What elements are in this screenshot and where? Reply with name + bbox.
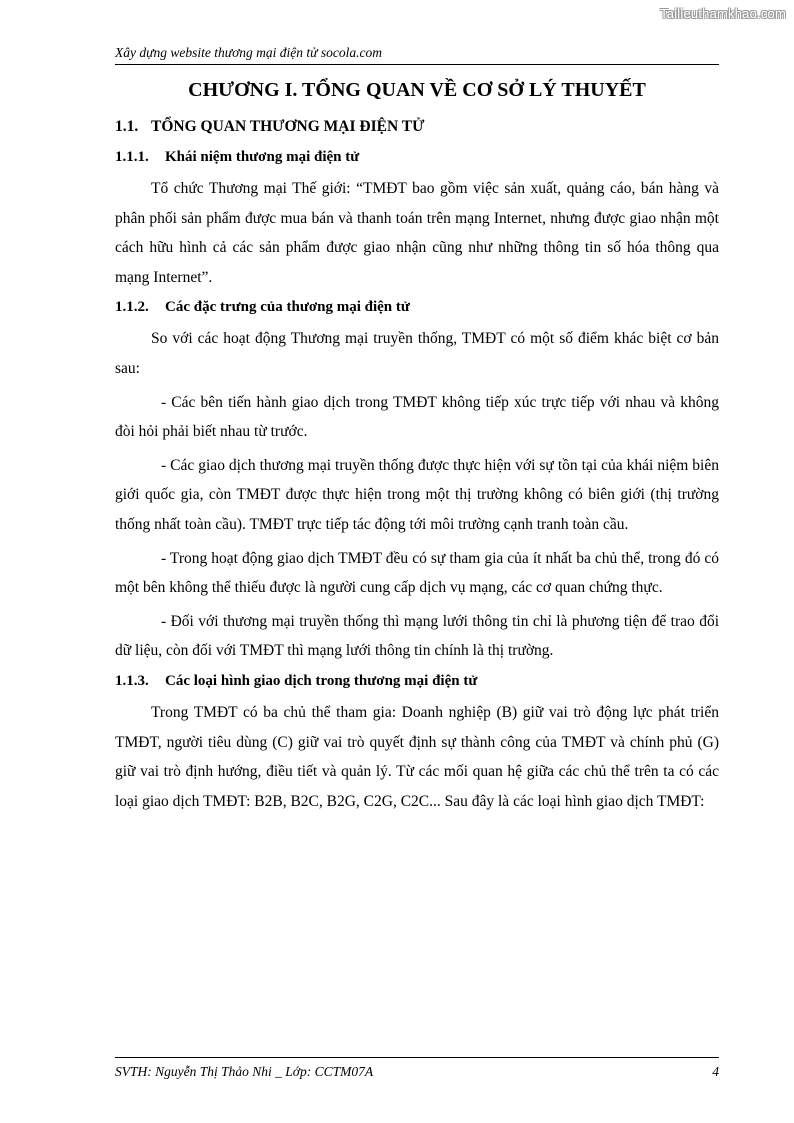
bullet-item: - Trong hoạt động giao dịch TMĐT đều có sự tham gia của ít nhất ba chủ thể, trong đó có một bên không thể thiếu được là người cung cấp dịch vụ mạng, các cơ quan chứng thực. (115, 549, 719, 597)
section-number: 1.1.3. (115, 672, 149, 689)
section-title: TỔNG QUAN THƯƠNG MẠI ĐIỆN TỬ (151, 118, 425, 135)
section-heading-1-1-3 (115, 670, 719, 692)
paragraph-intro: So với các hoạt động Thương mại truyền thống, TMĐT có một số điểm khác biệt cơ bản sau: (115, 330, 719, 377)
bullet-item: - Đối với thương mại truyền thống thì mạng lưới thông tin chỉ là phương tiện để trao đổi dữ liệu, còn đối với TMĐT thì mạng lưới thông tin chính là thị trường. (115, 612, 719, 660)
section-number: 1.1.2. (115, 299, 149, 316)
section-heading-1-1 (115, 116, 719, 138)
section-title: Các loại hình giao dịch trong thương mại điện tử (165, 672, 478, 689)
section-number: 1.1.1. (115, 149, 149, 165)
watermark-text: Tailieuthamkhao.com (660, 6, 786, 21)
section-title: Các đặc trưng của thương mại điện tử (165, 299, 410, 316)
section-heading-1-1-1 (115, 146, 719, 168)
running-header: Xây dựng website thương mại điện tử socola.com (115, 45, 719, 65)
paragraph-definition: Tổ chức Thương mại Thế giới: “TMĐT bao gồm việc sản xuất, quảng cáo, bán hàng và phân phối sản phẩm được mua bán và thanh toán trên mạng Internet, nhưng được giao nhận một cách hữu hình cả các sản phẩm được giao nhận cũng như những thông tin số hóa thông qua mạng Internet”. (115, 180, 719, 286)
section-number: 1.1. (115, 118, 139, 135)
section-heading-1-1-2 (115, 296, 719, 318)
paragraph-transaction-types: Trong TMĐT có ba chủ thể tham gia: Doanh nghiệp (B) giữ vai trò động lực phát triển TMĐT, người tiêu dùng (C) giữ vai trò quyết định sự thành công của TMĐT và chính phủ (G) giữ vai trò định hướng, điều tiết và quản lý. Từ các mối quan hệ giữa các chủ thể trên ta có các loại giao dịch TMĐT: B2B, B2C, B2G, C2G, C2C... Sau đây là các loại hình giao dịch TMĐT: (115, 703, 719, 810)
page-content (115, 70, 719, 820)
section-title: Khái niệm thương mại điện tử (165, 149, 360, 165)
page-number: 4 (712, 1064, 719, 1079)
footer-author: SVTH: Nguyễn Thị Thảo Nhi _ Lớp: CCTM07A (115, 1064, 374, 1079)
page-footer (115, 1057, 719, 1080)
chapter-title: CHƯƠNG I. TỔNG QUAN VỀ CƠ SỞ LÝ THUYẾT (188, 79, 646, 101)
bullet-item: - Các giao dịch thương mại truyền thống được thực hiện với sự tồn tại của khái niệm biên giới quốc gia, còn TMĐT được thực hiện trong một thị trường không có biên giới (thị trường thống nhất toàn cầu). TMĐT trực tiếp tác động tới môi trường cạnh tranh toàn cầu. (115, 456, 719, 533)
bullet-item: - Các bên tiến hành giao dịch trong TMĐT không tiếp xúc trực tiếp với nhau và không đòi hỏi phải biết nhau từ trước. (115, 393, 719, 441)
